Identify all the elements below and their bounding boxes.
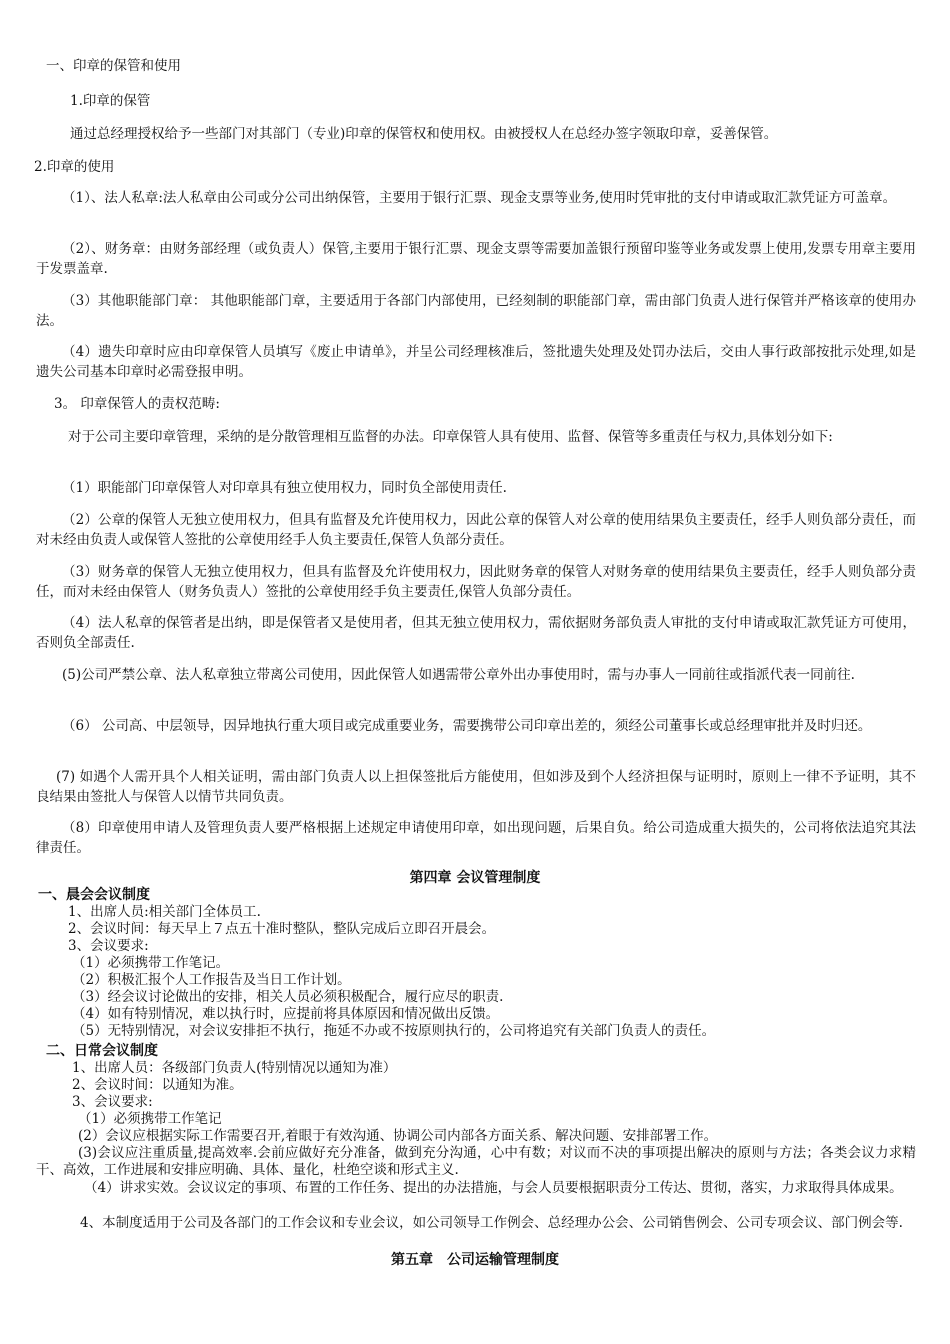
paragraph-use-2: （2）、财务章：由财务部经理（或负责人）保管,主要用于银行汇票、现金支票等需要加盖银行预留印鉴等业务或发票上使用,发票专用章主要用于发票盖章. bbox=[36, 241, 916, 277]
morning-line-1: 1、出席人员:相关部门全体员工. bbox=[68, 904, 261, 920]
chapter5-title: 第五章 公司运输管理制度 bbox=[391, 1252, 559, 1268]
morning-line-7: （4）如有特别情况，难以执行时，应提前将具体原因和情况做出反馈。 bbox=[72, 1006, 500, 1022]
chapter4-title: 第四章 会议管理制度 bbox=[409, 870, 541, 886]
paragraph-use-3: （3）其他职能部门章： 其他职能部门章，主要适用于各部门内部使用，已经刻制的职能部门章，需由部门负责人进行保管并严格该章的使用办法。 bbox=[36, 293, 916, 329]
daily-line-4: （1）必须携带工作笔记 bbox=[78, 1111, 222, 1127]
subheading-seal-use: 2.印章的使用 bbox=[34, 159, 115, 175]
daily-line-5: (2）会议应根据实际工作需要召开,着眼于有效沟通、协调公司内部各方面关系、解决问题、安排部署工作。 bbox=[78, 1128, 718, 1144]
morning-line-3: 3、会议要求: bbox=[68, 938, 149, 954]
paragraph-responsibility-intro: 对于公司主要印章管理，采纳的是分散管理相互监督的办法。印章保管人具有使用、监督、保管等多重责任与权力,具体划分如下: bbox=[68, 429, 833, 445]
paragraph-resp-8: （8）印章使用申请人及管理负责人要严格根据上述规定申请使用印章，如出现问题，后果自负。给公司造成重大损失的，公司将依法追究其法律责任。 bbox=[36, 820, 916, 856]
section-heading-seal: 一、印章的保管和使用 bbox=[46, 58, 181, 74]
daily-line-2: 2、会议时间：以通知为准。 bbox=[72, 1077, 243, 1093]
paragraph-seal-keeping: 通过总经理授权给予一些部门对其部门（专业)印章的保管权和使用权。由被授权人在总经办签字领取印章，妥善保管。 bbox=[70, 126, 778, 142]
daily-line-7: （4）讲求实效。会议议定的事项、布置的工作任务、提出的办法措施，与会人员要根据职责分工传达、贯彻，落实，力求取得具体成果。 bbox=[84, 1180, 903, 1196]
paragraph-resp-7: (7) 如遇个人需开具个人相关证明，需由部门负责人以上担保签批后方能使用，但如涉及到个人经济担保与证明时，原则上一律不予证明，其不良结果由签批人与保管人以情节共同负责。 bbox=[36, 769, 916, 805]
morning-line-4: （1）必须携带工作笔记。 bbox=[72, 955, 230, 971]
daily-line-1: 1、出席人员：各级部门负责人(特别情况以通知为准） bbox=[72, 1060, 397, 1076]
paragraph-resp-2: （2）公章的保管人无独立使用权力，但具有监督及允许使用权力，因此公章的保管人对公章的使用结果负主要责任，经手人则负部分责任，而对未经由负责人或保管人签批的公章使用经手人负主要责任,保管人负部分责任。 bbox=[36, 512, 916, 548]
daily-line-6: (3)会议应注重质量,提高效率.会前应做好充分准备，做到充分沟通，心中有数；对议而不决的事项提出解决的原则与方法；各类会议力求精干、高效，工作进展和安排应明确、具体、量化，杜绝空谈和形式主义. bbox=[36, 1145, 916, 1178]
morning-line-5: （2）积极汇报个人工作报告及当日工作计划。 bbox=[72, 972, 351, 988]
daily-meeting-heading: 二、日常会议制度 bbox=[46, 1043, 158, 1059]
morning-line-6: （3）经会议讨论做出的安排，相关人员必须积极配合，履行应尽的职责. bbox=[72, 989, 504, 1005]
paragraph-resp-5: (5)公司严禁公章、法人私章独立带离公司使用，因此保管人如遇需带公章外出办事使用时，需与办事人一同前往或指派代表一同前往. bbox=[62, 667, 855, 683]
morning-line-8: （5）无特别情况，对会议安排拒不执行，拖延不办或不按原则执行的，公司将追究有关部门负责人的责任。 bbox=[72, 1023, 716, 1039]
paragraph-resp-4: （4）法人私章的保管者是出纳，即是保管者又是使用者，但其无独立使用权力，需依据财务部负责人审批的支付申请或取汇款凭证方可使用，否则负全部责任. bbox=[36, 615, 916, 651]
paragraph-use-4: （4）遗失印章时应由印章保管人员填写《废止申请单》，并呈公司经理核准后，签批遗失处理及处罚办法后，交由人事行政部按批示处理,如是遗失公司基本印章时必需登报申明。 bbox=[36, 344, 916, 380]
paragraph-resp-6: （6） 公司高、中层领导，因异地执行重大项目或完成重要业务，需要携带公司印章出差的，须经公司董事长或总经理审批并及时归还。 bbox=[62, 718, 872, 734]
paragraph-resp-3: （3）财务章的保管人无独立使用权力，但具有监督及允许使用权力，因此财务章的保管人对财务章的使用结果负主要责任，经手人则负部分责任，而对未经由保管人（财务负责人）签批的公章使用经手负主要责任,保管人负部分责任。 bbox=[36, 564, 916, 600]
daily-line-3: 3、会议要求: bbox=[72, 1094, 153, 1110]
morning-meeting-heading: 一、晨会会议制度 bbox=[38, 887, 150, 903]
daily-line-8: 4、本制度适用于公司及各部门的工作会议和专业会议，如公司领导工作例会、总经理办公会、公司销售例会、公司专项会议、部门例会等. bbox=[80, 1215, 903, 1231]
subheading-responsibility: 3。 印章保管人的责权范畴: bbox=[54, 396, 220, 412]
paragraph-use-1: （1）、法人私章:法人私章由公司或分公司出纳保管，主要用于银行汇票、现金支票等业务,使用时凭审批的支付申请或取汇款凭证方可盖章。 bbox=[62, 190, 897, 206]
paragraph-resp-1: （1）职能部门印章保管人对印章具有独立使用权力，同时负全部使用责任. bbox=[62, 480, 507, 496]
morning-line-2: 2、会议时间：每天早上７点五十准时整队，整队完成后立即召开晨会。 bbox=[68, 921, 496, 937]
subheading-seal-keeping: 1.印章的保管 bbox=[70, 93, 151, 109]
